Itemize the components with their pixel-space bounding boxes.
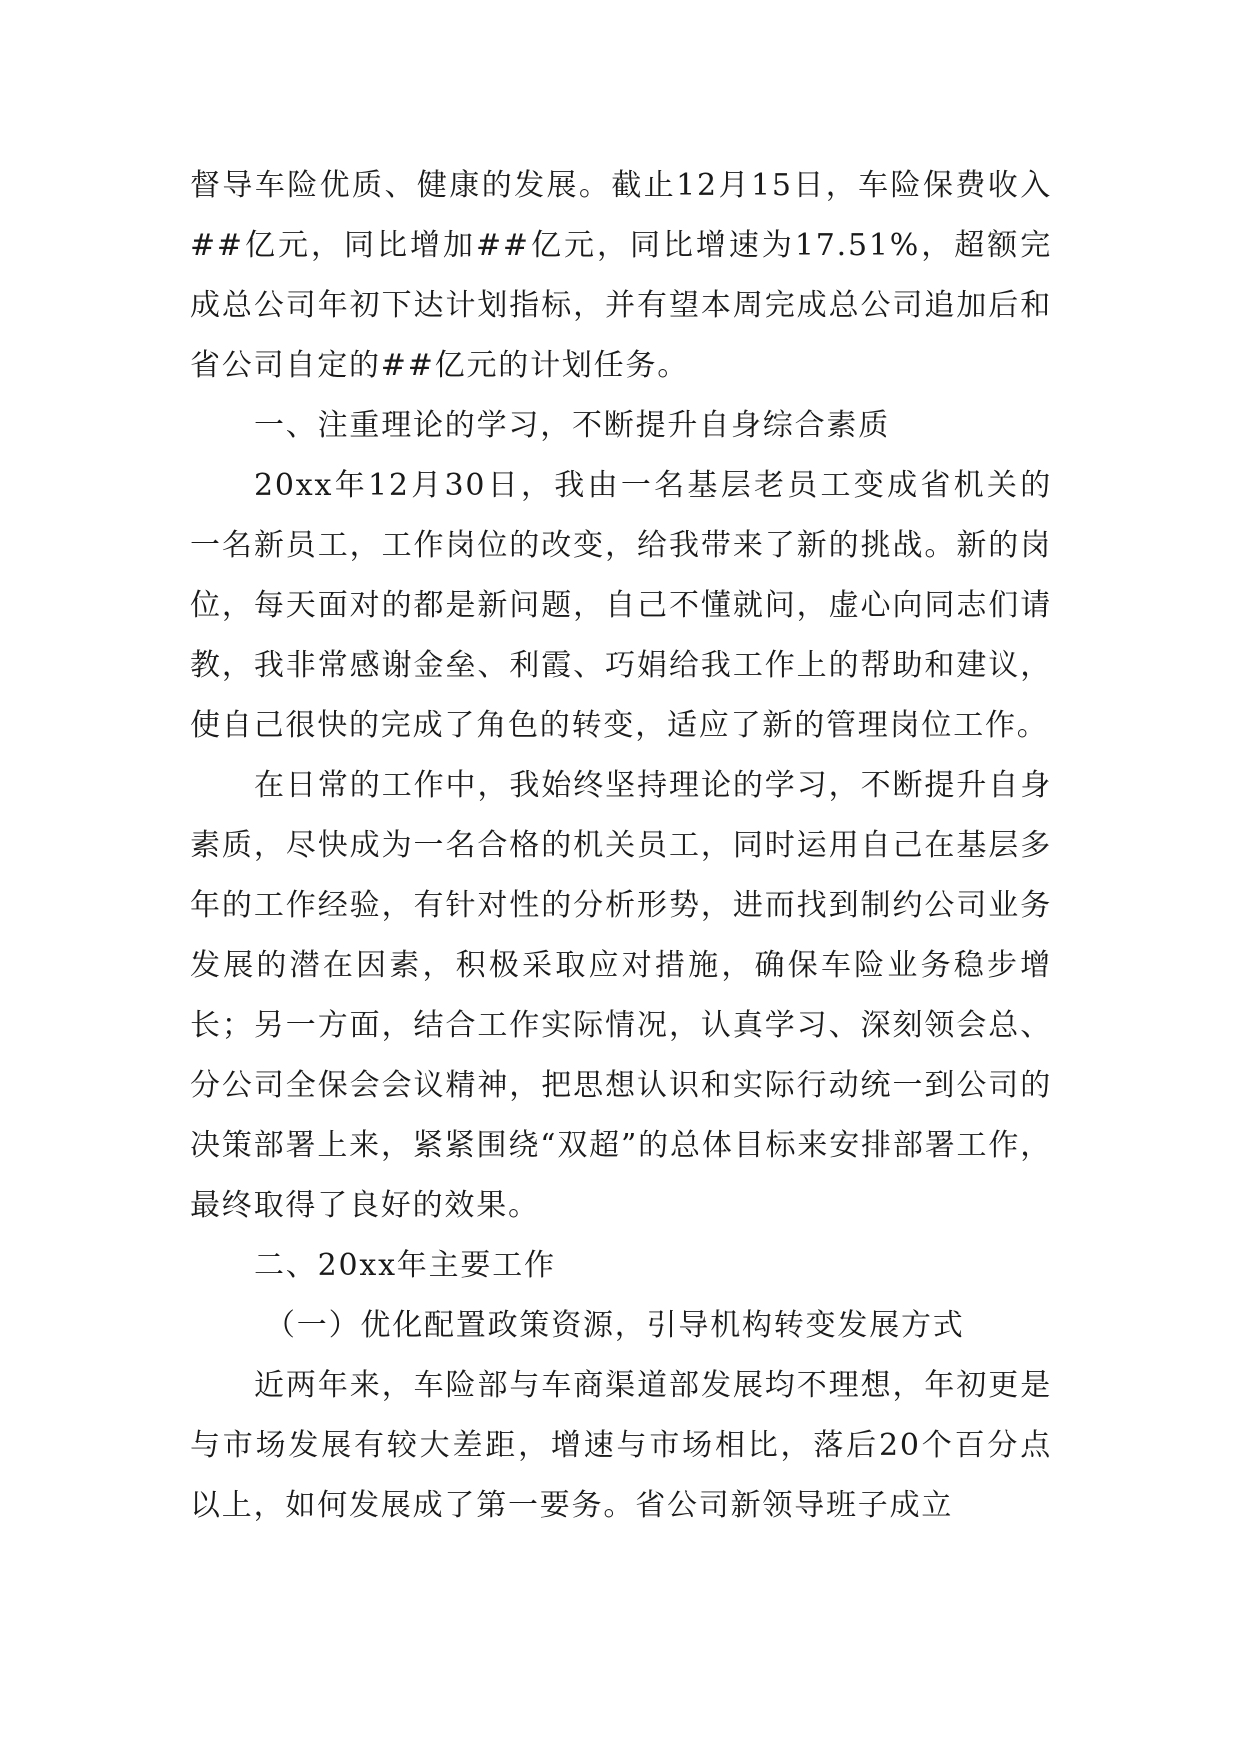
paragraph-continuation: 督导车险优质、健康的发展。截止12月15日，车险保费收入##亿元，同比增加##亿元，同比增速为17.51%，超额完成总公司年初下达计划指标，并有望本周完成总公司追加后和省公司自定的##亿元的计划任务。 — [190, 168, 1052, 383]
paragraph: 在日常的工作中，我始终坚持理论的学习，不断提升自身素质，尽快成为一名合格的机关员工，同时运用自己在基层多年的工作经验，有针对性的分析形势，进而找到制约公司业务发展的潜在因素，积极采取应对措施，确保车险业务稳步增长；另一方面，结合工作实际情况，认真学习、深刻领会总、分公司全保会会议精神，把思想认识和实际行动统一到公司的决策部署上来，紧紧围绕“双超”的总体目标来安排部署工作，最终取得了良好的效果。 — [190, 768, 1052, 1223]
paragraph: 20xx年12月30日，我由一名基层老员工变成省机关的一名新员工，工作岗位的改变，给我带来了新的挑战。新的岗位，每天面对的都是新问题，自己不懂就问，虚心向同志们请教，我非常感谢金垒、利霞、巧娟给我工作上的帮助和建议，使自己很快的完成了角色的转变，适应了新的管理岗位工作。 — [190, 468, 1052, 743]
paragraph: 近两年来，车险部与车商渠道部发展均不理想，年初更是与市场发展有较大差距，增速与市场相比，落后20个百分点以上，如何发展成了第一要务。省公司新领导班子成立 — [190, 1368, 1052, 1523]
section-heading-1: 一、注重理论的学习，不断提升自身综合素质 — [254, 408, 890, 443]
document-body — [190, 156, 1052, 1536]
subsection-heading: （一）优化配置政策资源，引导机构转变发展方式 — [265, 1308, 965, 1343]
section-heading-2: 二、20xx年主要工作 — [254, 1248, 556, 1283]
